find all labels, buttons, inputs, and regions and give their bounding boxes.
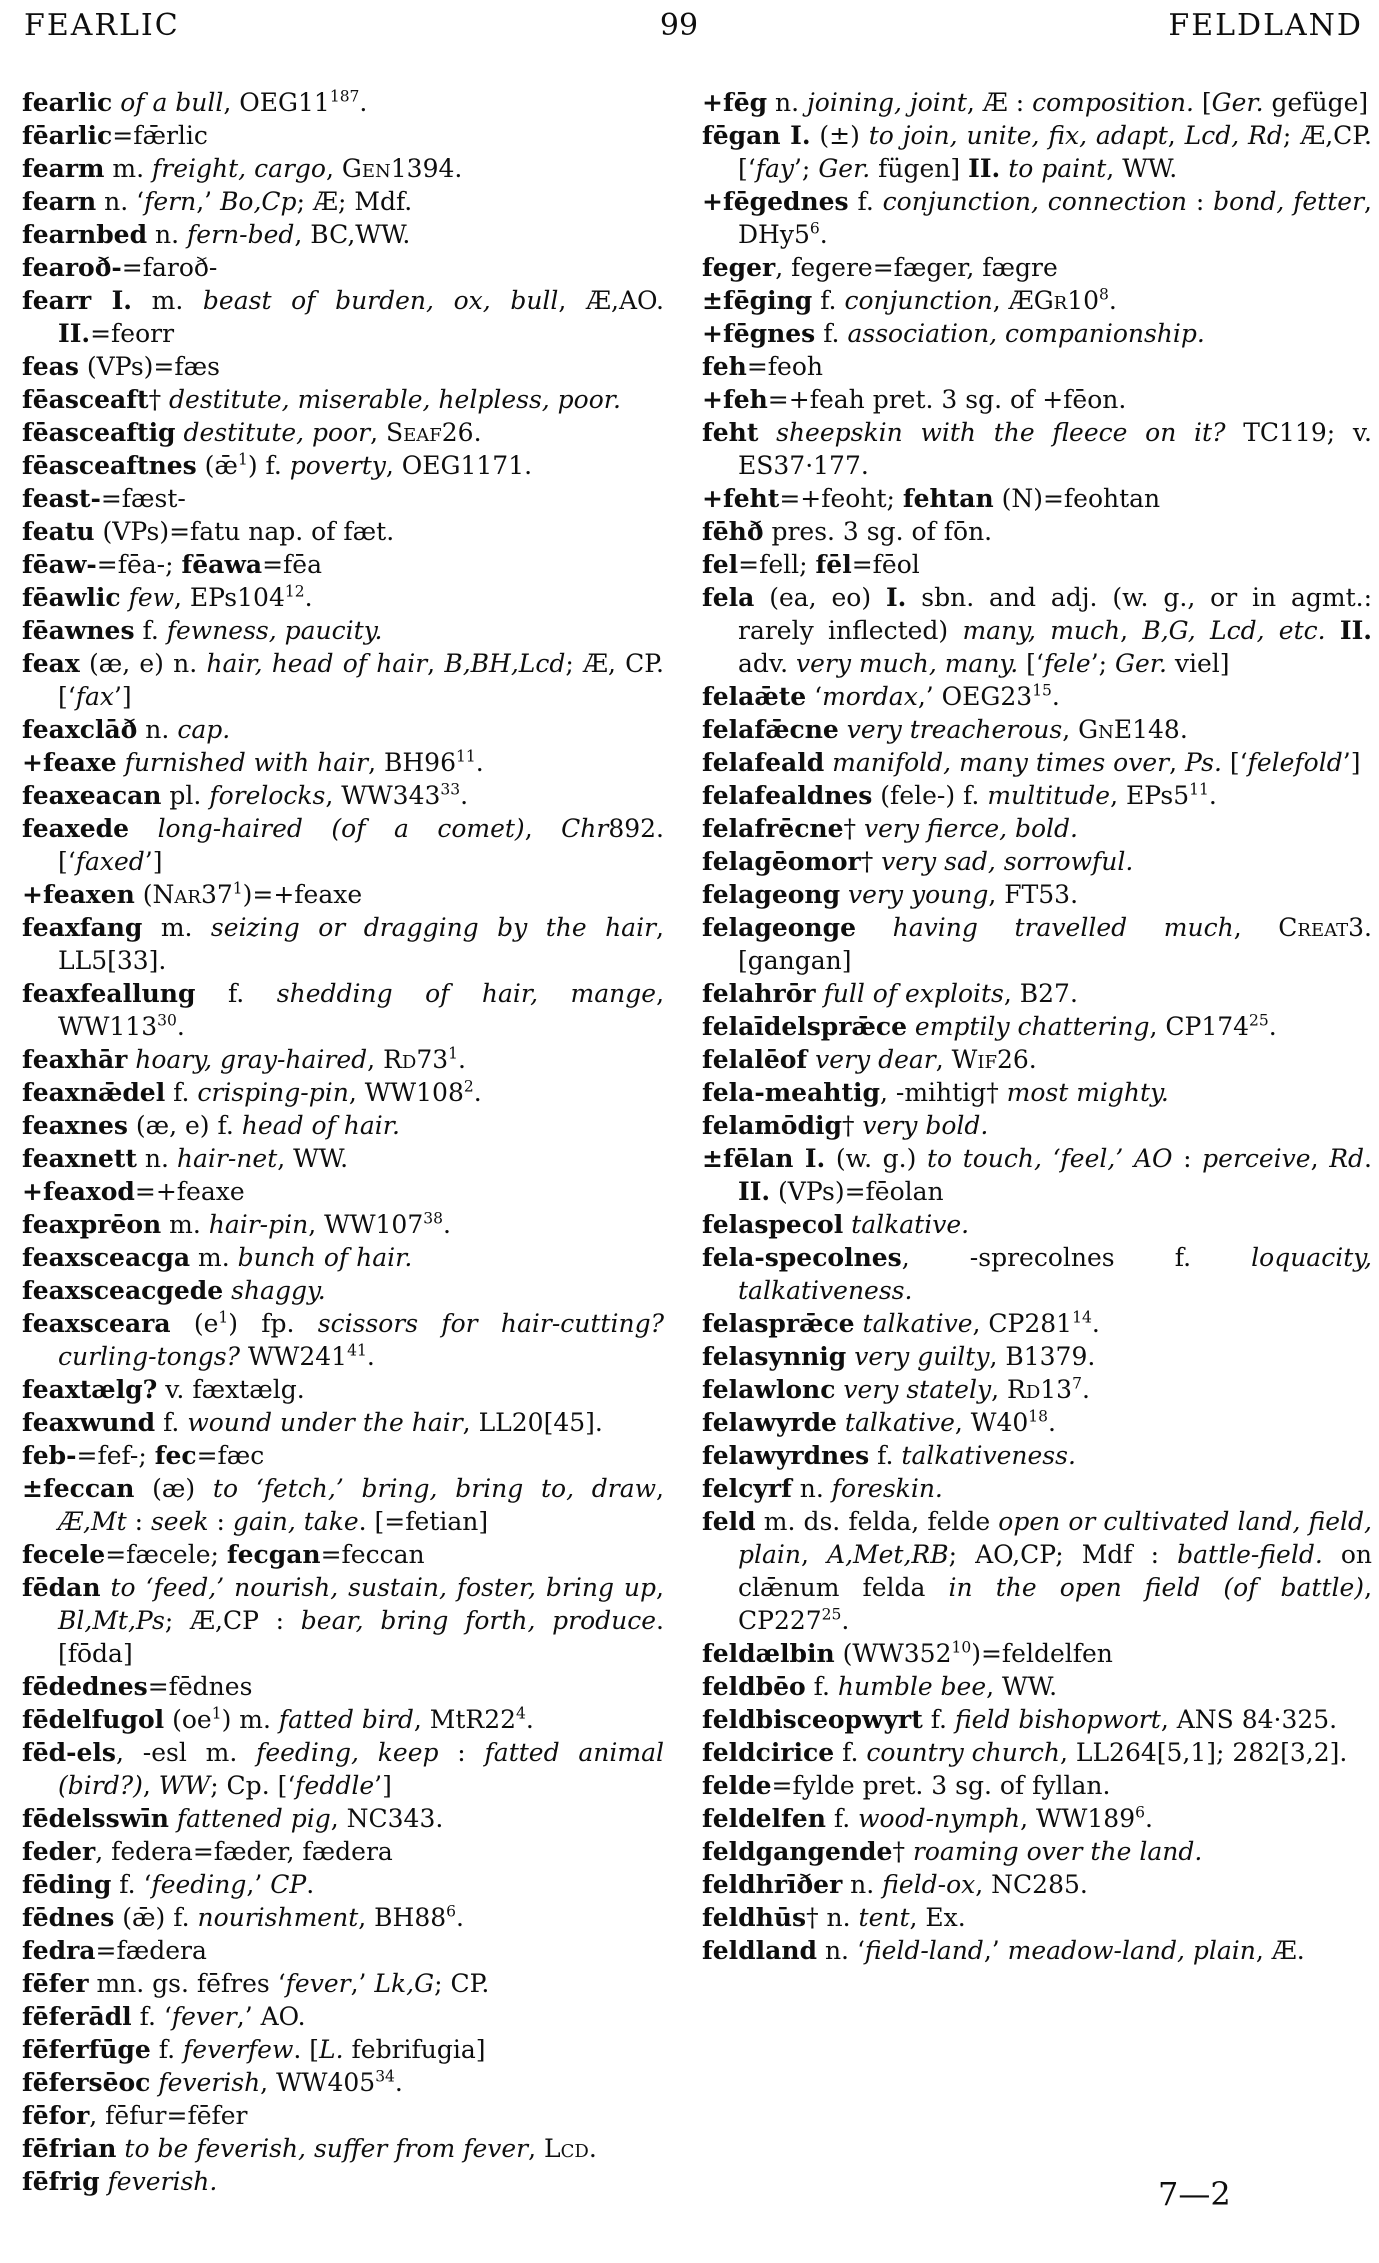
dictionary-entry: fēd-els, -esl m. feeding, keep : fatted animal (bird?), WW; Cp. [‘feddle’] <box>22 1738 664 1800</box>
dictionary-entry: feldbēo f. humble bee, WW. <box>702 1672 1058 1701</box>
dictionary-entry: feaxwund f. wound under the hair, LL20[45]. <box>22 1408 603 1437</box>
dictionary-entry: fēawnes f. fewness, paucity. <box>22 616 383 645</box>
dictionary-entry: feldcirice f. country church, LL264[5,1]; 282[3,2]. <box>702 1738 1348 1767</box>
dictionary-entry: fēarlic=fǣrlic <box>22 121 208 150</box>
dictionary-entry: feaxfang m. seizing or dragging by the hair, LL5[33]. <box>22 913 664 975</box>
dictionary-entry: fēferfūge f. feverfew. [L. febrifugia] <box>22 2035 486 2064</box>
dictionary-entry: feldhrīðer n. field-ox, NC285. <box>702 1870 1088 1899</box>
dictionary-entry: felafǣcne very treacherous, GnE148. <box>702 715 1188 744</box>
running-head-left: FEARLIC <box>24 8 180 43</box>
dictionary-entry: fēasceaftnes $(ǣ^1)$ f. poverty, OEG1171. <box>22 450 533 480</box>
dictionary-entry: fearnbed n. fern-bed, BC,WW. <box>22 220 411 249</box>
dictionary-entry: fela-meahtig, -mihtig† most mighty. <box>702 1078 1169 1107</box>
dictionary-entry: feh=feoh <box>702 352 823 381</box>
dictionary-entry: feaxeacan pl. forelocks, $WW343^{33}$. <box>22 780 469 810</box>
dictionary-entry: felalēof very dear, Wif26. <box>702 1045 1037 1074</box>
dictionary-entry: feldhūs† n. tent, Ex. <box>702 1903 966 1932</box>
dictionary-entry: fela (ea, eo) I. sbn. and adj. (w. g., or in agmt.: rarely inflected) many, much, B,G, Lcd, etc. II. adv. very much, many. [‘fele’; Ger. viel] <box>702 583 1373 678</box>
dictionary-entry: felagēomor† very sad, sorrowful. <box>702 847 1134 876</box>
running-head-right: FELDLAND <box>1168 8 1363 43</box>
right-column <box>702 86 1372 1967</box>
dictionary-entry: felageong very young, FT53. <box>702 880 1079 909</box>
dictionary-entry: fedra=fædera <box>22 1936 207 1965</box>
dictionary-entry: felafealdnes (fele-) f. multitude, $EPs5^{11}$. <box>702 780 1217 810</box>
dictionary-entry: fearr I. m. beast of burden, ox, bull, Æ,AO. II.=feorr <box>22 286 665 348</box>
dictionary-entry: fecele=fæcele; fecgan=feccan <box>22 1540 425 1569</box>
dictionary-entry: felaspecol talkative. <box>702 1210 970 1239</box>
dictionary-entry: fēaw-=fēa-; fēawa=fēa <box>22 550 322 579</box>
dictionary-entry: +feht=+feoht; fehtan (N)=feohtan <box>702 484 1161 513</box>
dictionary-entry: ±fēlan I. (w. g.) to touch, ‘feel,’ AO : perceive, Rd. II. (VPs)=fēolan <box>702 1144 1372 1206</box>
dictionary-entry: felaīdelsprǣce emptily chattering, $CP174^{25}$. <box>702 1011 1277 1041</box>
left-column <box>22 86 664 2198</box>
dictionary-entry: felafrēcne† very fierce, bold. <box>702 814 1079 843</box>
dictionary-entry: fela-specolnes, -sprecolnes f. loquacity, talkativeness. <box>702 1243 1372 1305</box>
dictionary-entry: fēfrian to be feverish, suffer from fever, Lcd. <box>22 2134 597 2163</box>
dictionary-entry: felahrōr full of exploits, B27. <box>702 979 1078 1008</box>
dictionary-entry: feht sheepskin with the fleece on it? TC119; v. ES37·177. <box>702 418 1372 480</box>
dictionary-entry: feaxsceacgede shaggy. <box>22 1276 326 1305</box>
dictionary-entry: feaxnǣdel f. crisping-pin, $WW108^2$. <box>22 1077 482 1107</box>
dictionary-entry: fēasceaftig destitute, poor, Seaf26. <box>22 418 482 447</box>
dictionary-entry: feax (æ, e) n. hair, head of hair, B,BH,Lcd; Æ, CP. [‘fax’] <box>22 649 664 711</box>
dictionary-entry: fearoð-=faroð- <box>22 253 218 282</box>
dictionary-entry: feas (VPs)=fæs <box>22 352 220 381</box>
dictionary-entry: feld m. ds. felda, felde open or cultivated land, field, plain, A,Met,RB; AO,CP; Mdf : battle-field. on clǣnum felda in the open field (of battle), $CP227^{25}$. <box>702 1507 1373 1635</box>
dictionary-entry: feaxtælg? v. fæxtælg. <box>22 1375 305 1404</box>
dictionary-entry: felageonge having travelled much, Creat3. [gangan] <box>702 913 1372 975</box>
dictionary-entry: fēfrig feverish. <box>22 2167 218 2196</box>
dictionary-entry: +fēgednes f. conjunction, connection : bond, fetter, $DHy5^6$. <box>702 187 1372 249</box>
dictionary-entry: +feh=+feah pret. 3 sg. of +fēon. <box>702 385 1127 414</box>
dictionary-entry: fēgan I. (±) to join, unite, fix, adapt, Lcd, Rd; Æ,CP. [‘fay’; Ger. fügen] II. to paint, WW. <box>702 121 1372 183</box>
dictionary-entry: feaxsceara $(e^1)$ fp. scissors for hair-cutting? curling-tongs? $WW241^{41}$. <box>22 1308 664 1371</box>
dictionary-entry: +feaxod=+feaxe <box>22 1177 245 1206</box>
dictionary-entry: fēfor, fēfur=fēfer <box>22 2101 248 2130</box>
dictionary-entry: felawyrdnes f. talkativeness. <box>702 1441 1076 1470</box>
dictionary-entry: +feaxen $(Nar37^1)=+feaxe$ <box>22 879 363 909</box>
dictionary-entry: fēdnes (ǣ) f. nourishment, $BH88^6$. <box>22 1902 464 1932</box>
dictionary-entry: fearm m. freight, cargo, Gen1394. <box>22 154 463 183</box>
dictionary-entry: felawlonc very stately, $Rd13^7$. <box>702 1374 1090 1404</box>
dictionary-entry: felawyrde talkative, $W40^{18}$. <box>702 1407 1056 1437</box>
dictionary-entry: feast-=fæst- <box>22 484 186 513</box>
dictionary-entry: fēding f. ‘feeding,’ CP. <box>22 1870 315 1899</box>
dictionary-entry: felaǣte ‘mordax,’ $OEG23^{15}$. <box>702 681 1060 711</box>
dictionary-entry: feaxede long-haired (of a comet), Chr892. [‘faxed’] <box>22 814 664 876</box>
dictionary-entry: fēdednes=fēdnes <box>22 1672 253 1701</box>
signature-mark: 7—2 <box>1158 2175 1231 2213</box>
dictionary-entry: feldland n. ‘field-land,’ meadow-land, plain, Æ. <box>702 1936 1305 1965</box>
dictionary-entry: fēfersēoc feverish, $WW405^{34}$. <box>22 2067 403 2097</box>
dictionary-entry: fēasceaft† destitute, miserable, helpless, poor. <box>22 385 621 414</box>
dictionary-entry: feb-=fef-; fec=fæc <box>22 1441 265 1470</box>
dictionary-entry: fēdelsswīn fattened pig, NC343. <box>22 1804 444 1833</box>
dictionary-entry: ±feccan (æ) to ‘fetch,’ bring, bring to, draw, Æ,Mt : seek : gain, take. [=fetian] <box>22 1474 664 1536</box>
dictionary-entry: feaxsceacga m. bunch of hair. <box>22 1243 413 1272</box>
dictionary-entry: feaxnett n. hair-net, WW. <box>22 1144 349 1173</box>
dictionary-entry: fēdelfugol $(oe^1)$ m. fatted bird, $MtR22^4$. <box>22 1704 534 1734</box>
dictionary-entry: fēdan to ‘feed,’ nourish, sustain, foster, bring up, Bl,Mt,Ps; Æ,CP : bear, bring forth, produce. [fōda] <box>22 1573 664 1668</box>
dictionary-entry: felasprǣce talkative, $CP281^{14}$. <box>702 1308 1100 1338</box>
dictionary-entry: featu (VPs)=fatu nap. of fæt. <box>22 517 395 546</box>
dictionary-entry: feldælbin $(WW352^{10})=feldelfen$ <box>702 1638 1113 1668</box>
dictionary-entry: feldelfen f. wood-nymph, $WW189^6$. <box>702 1803 1153 1833</box>
dictionary-entry: fēawlic few, $EPs104^{12}$. <box>22 582 313 612</box>
dictionary-entry: +feaxe furnished with hair, $BH96^{11}$. <box>22 747 484 777</box>
dictionary-entry: +fēg n. joining, joint, Æ : composition. [Ger. gefüge] <box>702 88 1369 117</box>
dictionary-entry: +fēgnes f. association, companionship. <box>702 319 1205 348</box>
dictionary-entry: fel=fell; fēl=fēol <box>702 550 920 579</box>
dictionary-entry: feldgangende† roaming over the land. <box>702 1837 1203 1866</box>
dictionary-entry: feaxnes (æ, e) f. head of hair. <box>22 1111 400 1140</box>
dictionary-entry: feger, fegere=fæger, fægre <box>702 253 1058 282</box>
dictionary-entry: felamōdig† very bold. <box>702 1111 989 1140</box>
dictionary-entry: feldbisceopwyrt f. field bishopwort, ANS 84·325. <box>702 1705 1338 1734</box>
dictionary-entry: felasynnig very guilty, B1379. <box>702 1342 1096 1371</box>
dictionary-entry: feder, federa=fæder, fædera <box>22 1837 393 1866</box>
dictionary-entry: fearlic of a bull, $OEG11^{187}$. <box>22 87 368 117</box>
dictionary-entry: feaxclāð n. cap. <box>22 715 231 744</box>
dictionary-entry: felde=fylde pret. 3 sg. of fyllan. <box>702 1771 1111 1800</box>
dictionary-entry: felcyrf n. foreskin. <box>702 1474 943 1503</box>
dictionary-entry: fearn n. ‘fern,’ Bo,Cp; Æ; Mdf. <box>22 187 413 216</box>
dictionary-entry: fēfer mn. gs. fēfres ‘fever,’ Lk,G; CP. <box>22 1969 490 1998</box>
dictionary-entry: fēhð pres. 3 sg. of fōn. <box>702 517 993 546</box>
dictionary-entry: ±fēging f. conjunction, $ÆGr10^8$. <box>702 285 1117 315</box>
page-number: 99 <box>659 8 699 43</box>
dictionary-entry: felafeald manifold, many times over, Ps. [‘felefold’] <box>702 748 1361 777</box>
dictionary-entry: feaxprēon m. hair-pin, $WW107^{38}$. <box>22 1209 451 1239</box>
dictionary-entry: fēferādl f. ‘fever,’ AO. <box>22 2002 306 2031</box>
dictionary-entry: feaxhār hoary, gray-haired, $Rd73^1$. <box>22 1044 466 1074</box>
dictionary-entry: feaxfeallung f. shedding of hair, mange, $WW113^{30}$. <box>22 979 665 1041</box>
